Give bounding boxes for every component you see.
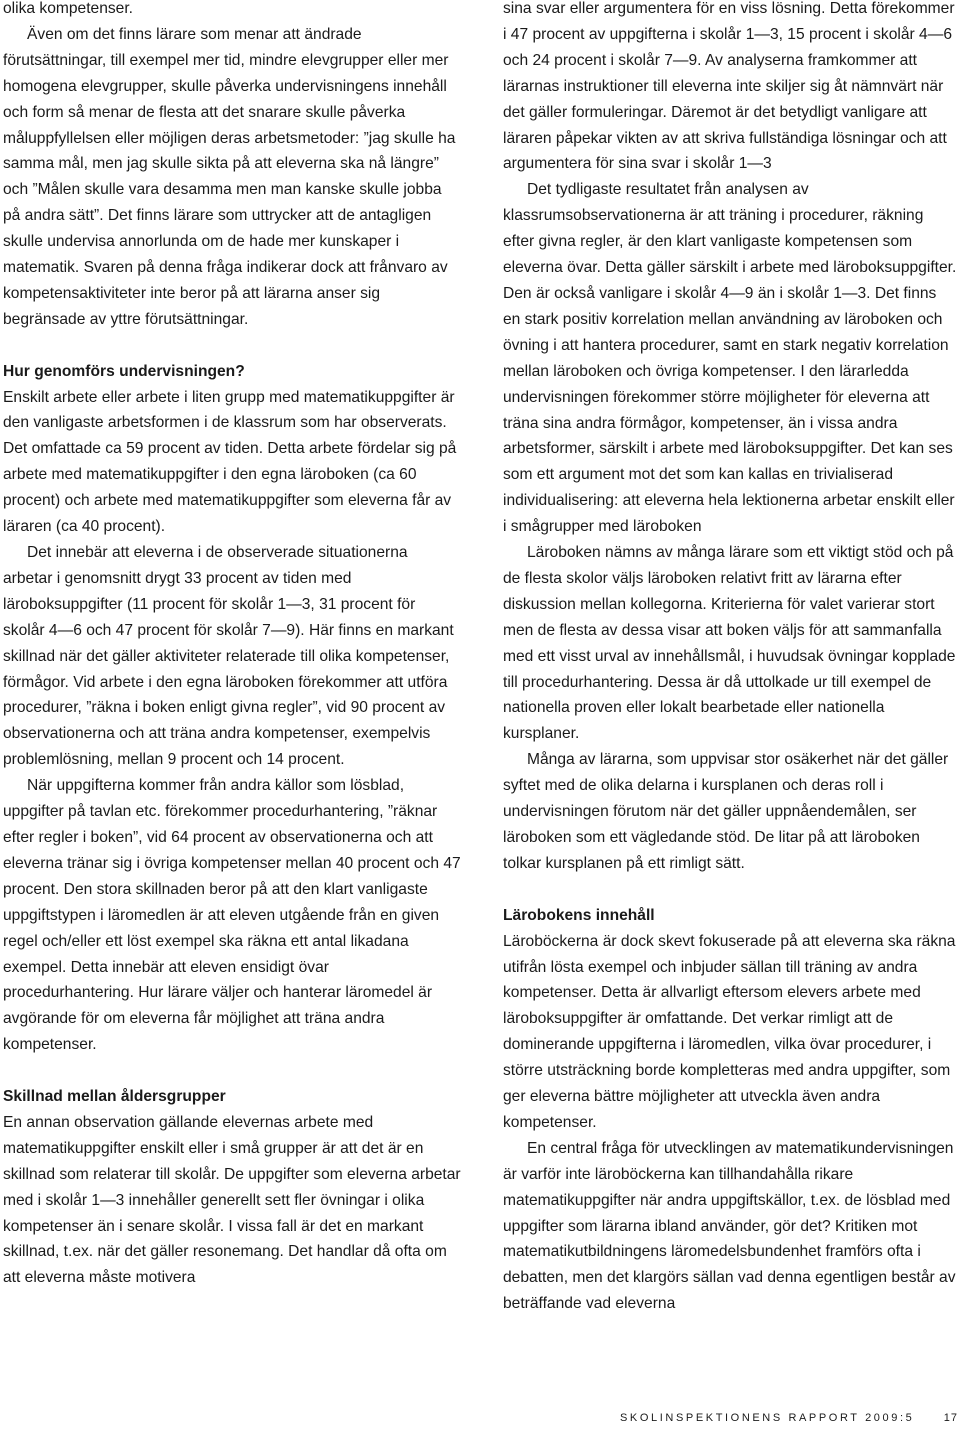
paragraph: När uppgifterna kommer från andra källor som lösblad, uppgifter på tavlan etc. förekommer procedurhantering, ”räknar efter regler i boken”, vid 64 procent av observationerna och att eleverna tränar sig i övriga kompetenser mellan 40 procent och 47 procent. Den stora skillnaden beror på att den klart vanligaste uppgiftstypen i läromedlen är att eleven utgående från en given regel och/eller ett löst exempel ska räkna ett antal likadana exempel. Detta innebär att eleven ensidigt övar procedurhantering. Hur lärare väljer och hanterar läromedel är avgörande för om eleverna får möjlighet att träna andra kompetenser.	[3, 777, 461, 1054]
paragraph: En central fråga för utvecklingen av matematikundervisningen är varför inte läroböckerna kan tillhandahålla rikare matematikuppgifter när andra uppgiftskällor, t.ex. de lösblad med uppgifter som lärarna ibland använder, gör det? Kritiken mot matematikutbildningens läromedelsbundenhet framförs ofta i debatten, men det klargörs sällan vad denna egentligen består av beträffande vad eleverna	[503, 1139, 956, 1313]
paragraph: En annan observation gällande elevernas arbete med matematikuppgifter enskilt eller i små grupper är att det är en skillnad som relaterar till skolår. De uppgifter som eleverna arbetar med i skolår 1—3 innehåller generellt sett fler övningar i olika kompetenser än i senare skolår. I vissa fall är det en markant skillnad, t.ex. när det gäller resonemang. Det handlar då ofta om att eleverna måste motivera	[3, 1113, 461, 1287]
paragraph: Enskilt arbete eller arbete i liten grupp med matematikuppgifter är den vanligaste arbetsformen i de klassrum som har observerats. Det omfattade ca 59 procent av tiden. Detta arbete fördelar sig på arbete med matematikuppgifter i den egna läroboken (ca 60 procent) och arbete med matematikuppgifter som eleverna får av läraren (ca 40 procent).	[3, 388, 457, 536]
paragraph: Även om det finns lärare som menar att ändrade förutsättningar, till exempel mer tid, mindre elevgrupper eller mer homogena elevgrupper, skulle påverka undervisningens innehåll och form så menar de flesta att det snarare skulle påverka måluppfyllelsen eller möjligen deras arbetsmetoder: ”jag skulle ha samma mål, men jag skulle sikta på att eleverna ska nå längre” och ”Målen skulle vara desamma men man kanske skulle jobba på andra sätt”. Det finns lärare som uttrycker att de antagligen skulle undervisa annorlunda om de hade mer kunskaper i matematik. Svaren på denna fråga indikerar dock att frånvaro av kompetensaktiviteter inte beror på att lärarna anser sig begränsade av yttre förutsättningar.	[3, 25, 456, 328]
paragraph-continuation: olika kompetenser.	[3, 0, 134, 17]
paragraph: Det tydligaste resultatet från analysen av klassrumsobservationerna är att träning i procedurer, räkning efter givna regler, är den klart vanligaste kompetensen som eleverna övar. Detta gäller särskilt i arbete med läroboksuppgifter. Den är också vanligare i skolår 4—9 än i skolår 1—3. Det finns en stark positiv korrelation mellan användning av läroboken och övning i att hantera procedurer, samt en stark negativ korrelation mellan läroboken och övriga kompetenser. I den lärarledda undervisningen förekommer större möjligheter för eleverna att träna sina andra förmågor, kompetenser, än i vissa andra arbetsformer, särskilt i arbete med läroboksuppgifter. Det kan ses som ett argument mot det som kan kallas en trivialiserad individualisering: att eleverna hela lektionerna arbetar enskilt eller i smågrupper med läroboken	[503, 181, 957, 536]
paragraph: Det innebär att eleverna i de observerade situationerna arbetar i genomsnitt drygt 33 procent av tiden med läroboksuppgifter (11 procent för skolår 1—3, 31 procent för skolår 4—6 och 47 procent för skolår 7—9). Här finns en markant skillnad när det gäller aktiviteter relaterade till olika kompetenser, förmågor. Vid arbete i den egna läroboken förekommer att utföra procedurer, ”räkna i boken enligt givna regler”, vid 90 procent av observationerna och att träna andra kompetenser, exempelvis problemlösning, mellan 9 procent och 14 procent.	[3, 544, 454, 769]
paragraph: Många av lärarna, som uppvisar stor osäkerhet när det gäller syftet med de olika delarna i kursplanen och deras roll i undervisningen förutom när det gäller uppnåendemålen, ser läroboken som ett vägledande stöd. De litar på att läroboken tolkar kursplanen på ett rimligt sätt.	[503, 751, 949, 872]
paragraph: Läroboken nämns av många lärare som ett viktigt stöd och på de flesta skolor väljs läroboken relativt fritt av lärarna efter diskussion mellan kollegorna. Kriterierna för valet varierar stort men de flesta av dessa visar att boken väljs för att sammanfalla med ett visst urval av innehållsmål, i huvudsak övningar kopplade till procedurhantering. Dessa är då uttolkade ur till exempel de nationella proven eller lokalt bearbetade eller nationella kursplaner.	[503, 544, 956, 743]
section-heading-age-groups: Skillnad mellan åldersgrupper	[3, 1088, 226, 1106]
section-heading-textbook-content: Lärobokens innehåll	[503, 906, 655, 924]
page-footer	[620, 1411, 960, 1425]
paragraph-continuation: sina svar eller argumentera för en viss lösning. Detta förekommer i 47 procent av uppgifterna i skolår 1—3, 15 procent i skolår 4—6 och 24 procent i skolår 7—9. Av analyserna framkommer att lärarnas instruktioner till eleverna inte skiljer sig åt nämnvärt när det gäller formuleringar. Däremot är det betydligt vanligare att läraren påpekar vikten av att skriva fullständiga lösningar och att argumentera för sina svar i skolår 1—3	[503, 0, 955, 173]
right-column	[503, 0, 958, 1317]
report-title: SKOLINSPEKTIONENS RAPPORT 2009:5	[620, 1412, 915, 1424]
paragraph: Läroböckerna är dock skevt fokuserade på att eleverna ska räkna utifrån lösta exempel och inbjuder sällan till träning av andra kompetenser. Detta är allvarligt eftersom elevers arbete med läroboksuppgifter är omfattande. Det verkar rimligt att de dominerande uppgifterna i läromedlen, vilka övar procedurer, i större utsträckning borde kompletteras med andra uppgifter, som ger eleverna bättre möjligheter att utveckla även andra kompetenser.	[503, 932, 956, 1131]
page-number: 17	[943, 1412, 958, 1424]
section-heading-teaching: Hur genomförs undervisningen?	[3, 362, 245, 380]
left-column	[3, 0, 461, 1291]
